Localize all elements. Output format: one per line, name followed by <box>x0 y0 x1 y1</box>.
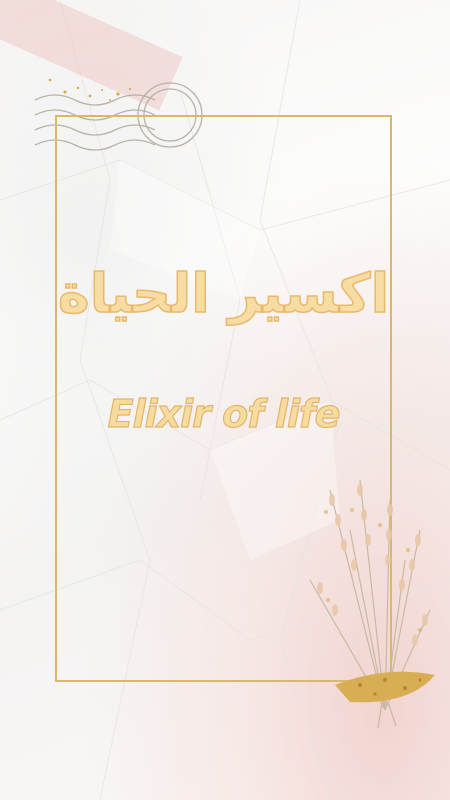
title-english: Elixir of life <box>107 392 340 436</box>
dried-flower-bouquet-icon <box>290 470 440 730</box>
title-arabic: اكسير الحياة <box>57 262 390 325</box>
